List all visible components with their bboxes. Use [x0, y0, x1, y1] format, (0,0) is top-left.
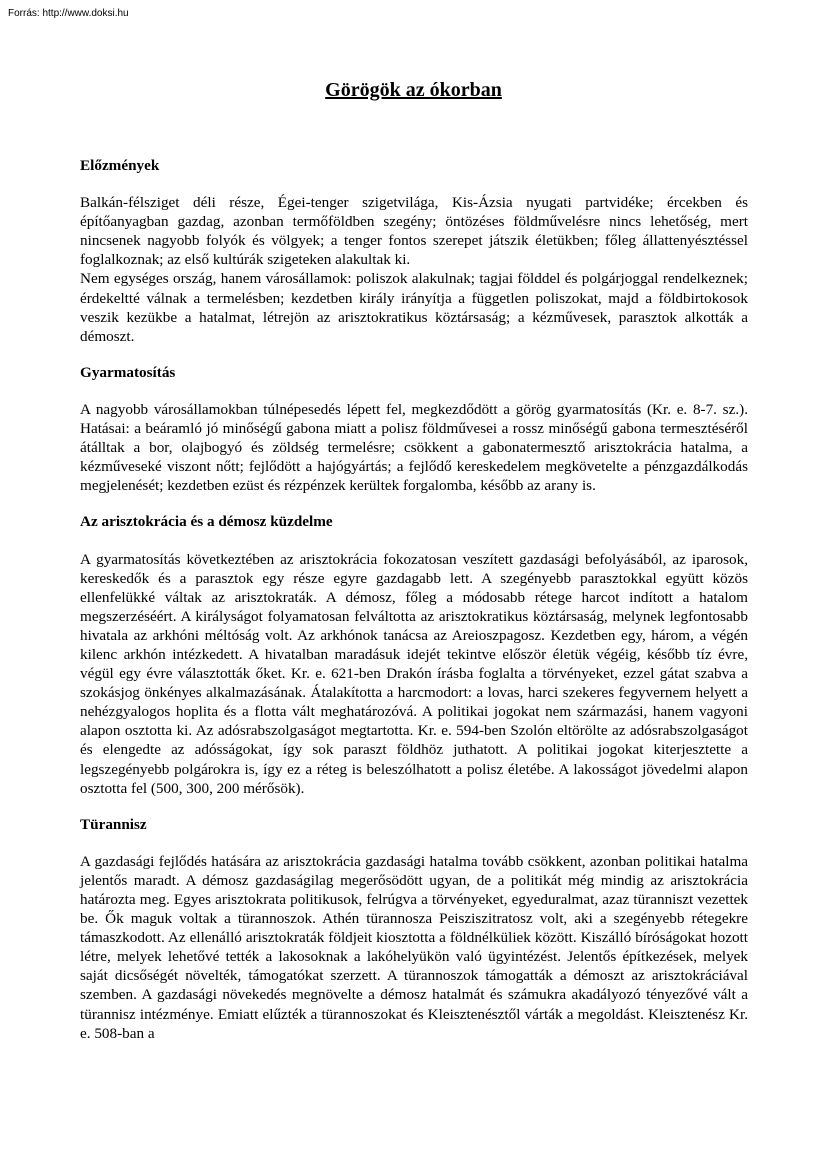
section-heading: Előzmények	[80, 157, 160, 174]
paragraph: Nem egységes ország, hanem városállamok: poliszok alakulnak; tagjai földdel és polgárjoggal rendelkeznek; érdekeltté válnak a termelésben; kezdetben király irányítja a független poliszokat, majd a földbirtokosok veszik kezükbe a hatalmat, létrejön az arisztokratikus köztársaság; a kézművesek, parasztok alkották a démoszt.	[80, 270, 748, 345]
section-arisztokracia-demosz	[80, 512, 748, 797]
source-url: Forrás: http://www.doksi.hu	[8, 8, 129, 19]
section-heading: Türannisz	[80, 815, 147, 833]
section-elozmenyek	[80, 156, 748, 346]
paragraph: A gyarmatosítás következtében az arisztokrácia fokozatosan veszített gazdasági befolyásából, az iparosok, kereskedők és a parasztok egy része egyre gazdagabb lett. A szegényebb parasztokkal együtt közös ellenfelükké váltak az arisztokraták. A démosz, főleg a módosabb rétege harcot indított a hatalom megszerzéséért. A királyságot folyamatosan felváltotta az arisztokratikus köztársaság, melynek legfontosabb hivatala az arkhóni méltóság volt. Az arkhónok tanácsa az Areioszpagosz. Kezdetben egy, három, a végén kilenc arkhón intézkedett. A hivatalban maradásuk idejét tekintve először életük végéig, később tíz évre, végül egy évre választották őket. Kr. e. 621-ben Drakón írásba foglalta a törvényeket, ezzel gátat szabva a szokásjog önkényes alkalmazásának. Átalakította a harcmodort: a lovas, harci szekeres fegyvernem helyett a nehézgyalogos hoplita és a flotta vált meghatározóvá. A politikai jogokat nem származási, hanem vagyoni alapon osztotta ki. Az adósrabszolgaságot megtartotta. Kr. e. 594-ben Szolón eltörölte az adósrabszolgaságot és elengedte az adósságokat, így sok paraszt földhöz juthatott. A politikai jogokat kiterjesztette a legszegényebb polgárokra is, így ez a réteg is beleszólhatott a polisz életébe. A lakosságot jövedelmi alapon osztotta fel (500, 300, 200 mérősök).	[80, 550, 748, 797]
section-heading: Az arisztokrácia és a démosz küzdelme	[80, 513, 333, 531]
document-body	[80, 156, 748, 1060]
section-gyarmatositas	[80, 363, 748, 496]
paragraph: A nagyobb városállamokban túlnépesedés lépett fel, megkezdődött a görög gyarmatosítás (Kr. e. 8-7. sz.). Hatásai: a beáramló jó minőségű gabona miatt a polisz földművesei a rossz minőségű gabona termesztéséről átálltak a bor, olajbogyó és zöldség termelésre; csökkent a gabonatermesztő arisztokrácia hatalma, a kézműveseké viszont nőtt; fejlődött a hajógyártás; a fejlődő kereskedelem megkövetelte a pénzgazdálkodás megjelenését; kezdetben ezüst és rézpénzek kerültek forgalomba, később az arany is.	[80, 400, 748, 495]
page-title: Görögök az ókorban	[325, 79, 502, 101]
section-heading: Gyarmatosítás	[80, 363, 176, 381]
paragraph: A gazdasági fejlődés hatására az arisztokrácia gazdasági hatalma tovább csökkent, azonban politikai hatalma jelentős maradt. A démosz gazdaságilag megerősödött ugyan, de a politikát még mindig az arisztokrácia határozta meg. Egyes arisztokrata politikusok, felrúgva a törvényeket, egyeduralmat, azaz türanniszt vezettek be. Ők maguk voltak a türannoszok. Athén türannosza Peisziszitratosz volt, aki a szegényebb rétegekre támaszkodott. Az ellenálló arisztokraták földjeit kiosztotta a földnélküliek között. Kiszálló bíróságokat hozott létre, melyek lehetővé tették a lakosoknak a lakóhelyükön való ügyintézést. Jelentős építkezések, melyek saját dicsőségét növelték, támogatókat szerzett. A türannoszok támogatták a démoszt az arisztokráciával szemben. A gazdasági növekedés megnövelte a démosz hatalmát és számukra akadályozó tényezővé vált a türannisz intézménye. Emiatt elűzték a türannoszokat és Kleisztenésztől várták a megoldást. Kleisztenész Kr. e. 508-ban a	[80, 852, 748, 1042]
section-turannisz	[80, 815, 748, 1043]
paragraph: Balkán-félsziget déli része, Égei-tenger szigetvilága, Kis-Ázsia nyugati partvidéke; ércekben és építőanyagban gazdag, azonban termőföldben szegény; öntözéses földművelésre nincs lehetőség, mert nincsenek nagyobb folyók és völgyek; a tenger fontos szerepet játszik életükben; főleg állattenyésztéssel foglalkoznak; az első kultúrák szigeteken alakultak ki.	[80, 194, 748, 269]
